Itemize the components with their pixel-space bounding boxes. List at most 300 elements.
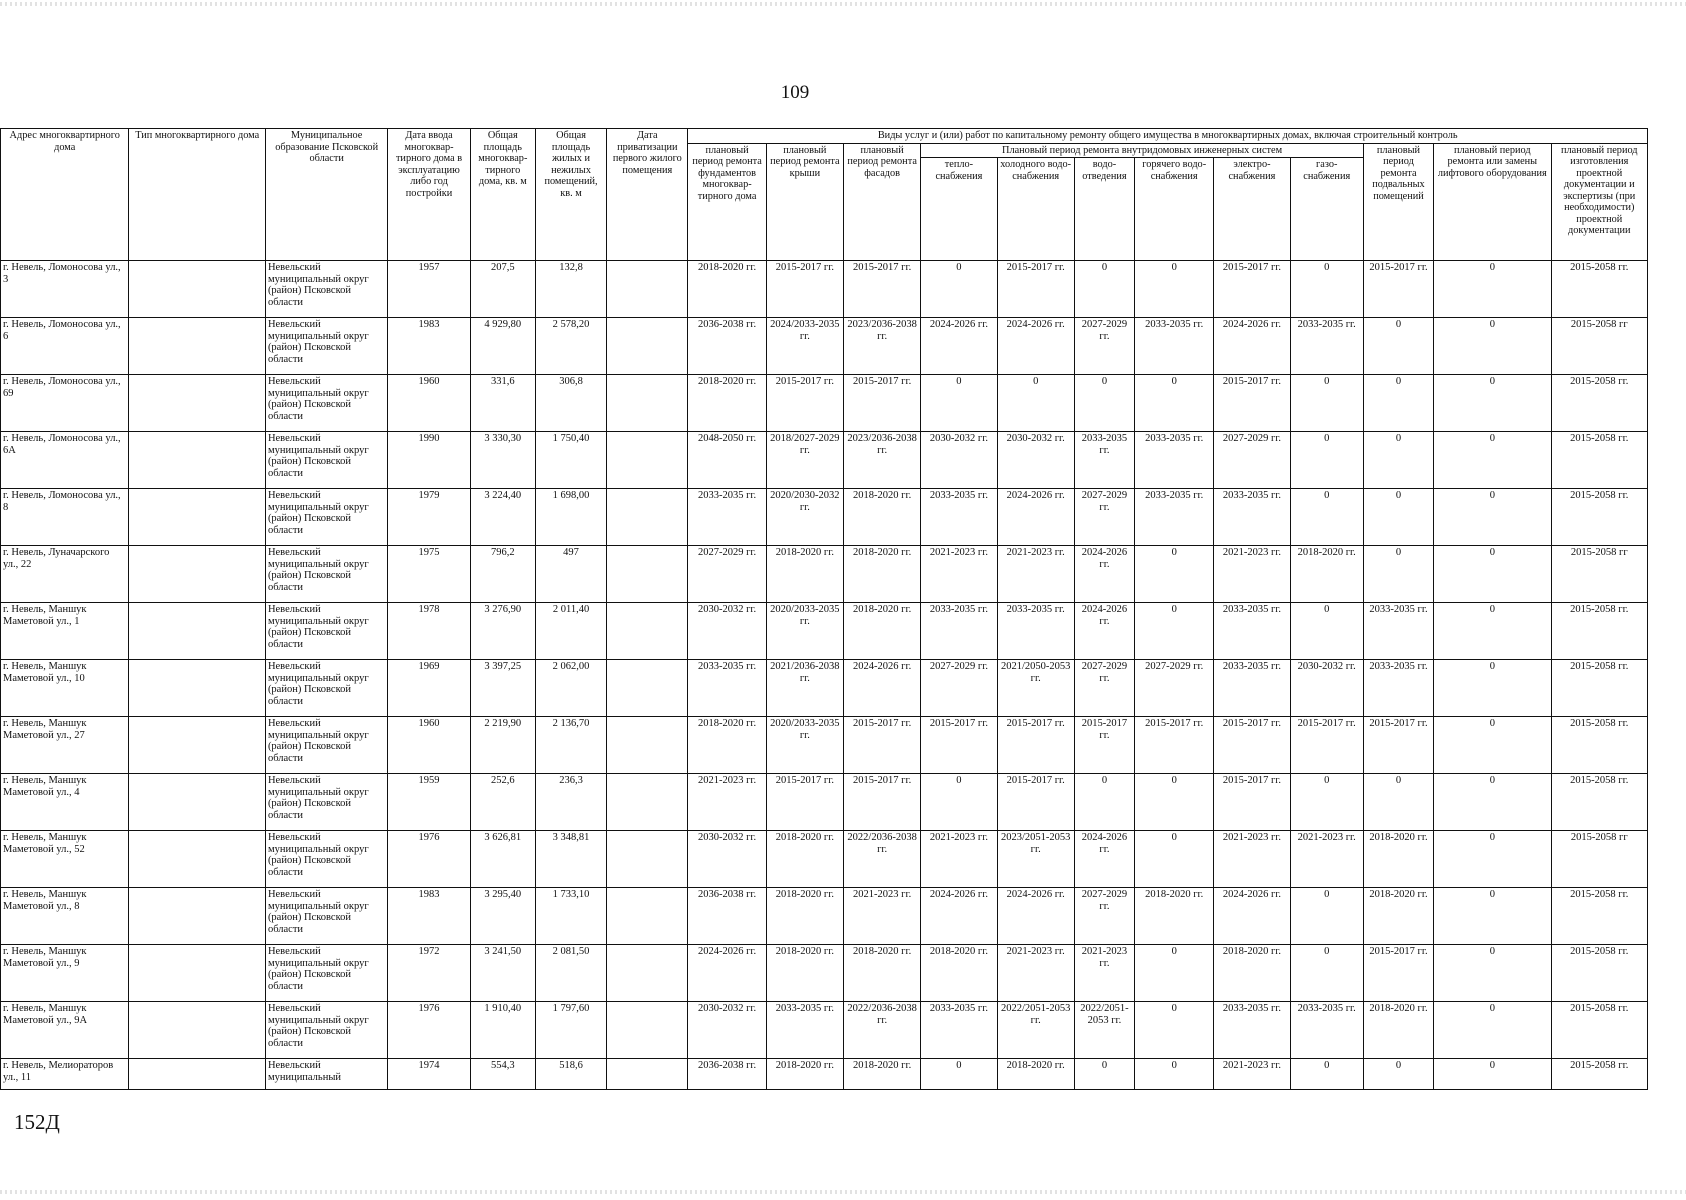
cell-electric: 2024-2026 гг.: [1214, 318, 1290, 375]
cell-design: 2015-2058 гг.: [1551, 660, 1647, 717]
cell-electric: 2015-2017 гг.: [1214, 375, 1290, 432]
cell-type: [129, 1002, 265, 1059]
cell-hot-water: 0: [1135, 546, 1214, 603]
header-living-area: Общая площадь жилых и нежилых помещений, кв. м: [535, 129, 606, 261]
cell-year: 1983: [388, 888, 470, 945]
cell-design: 2015-2058 гг.: [1551, 432, 1647, 489]
cell-basement: 2015-2017 гг.: [1363, 717, 1433, 774]
cell-roof: 2018/2027-2029 гг.: [766, 432, 843, 489]
cell-sewer: 2027-2029 гг.: [1074, 888, 1134, 945]
cell-type: [129, 660, 265, 717]
cell-facade: 2022/2036-2038 гг.: [844, 1002, 921, 1059]
cell-heat: 2015-2017 гг.: [921, 717, 997, 774]
cell-basement: 0: [1363, 432, 1433, 489]
cell-year: 1979: [388, 489, 470, 546]
repair-schedule-table: [0, 128, 1648, 1090]
cell-privatization: [607, 489, 688, 546]
cell-total-area: 3 626,81: [470, 831, 535, 888]
cell-cold-water: 2024-2026 гг.: [997, 888, 1074, 945]
cell-address: г. Невель, Маншук Маметовой ул., 8: [1, 888, 129, 945]
header-hot-water: горячего водо-снабжения: [1135, 158, 1214, 261]
cell-heat: 2033-2035 гг.: [921, 1002, 997, 1059]
cell-facade: 2018-2020 гг.: [844, 546, 921, 603]
cell-electric: 2024-2026 гг.: [1214, 888, 1290, 945]
table-row: [1, 489, 1648, 546]
cell-design: 2015-2058 гг.: [1551, 489, 1647, 546]
cell-gas: 2018-2020 гг.: [1290, 546, 1363, 603]
cell-electric: 2033-2035 гг.: [1214, 660, 1290, 717]
cell-privatization: [607, 831, 688, 888]
cell-basement: 0: [1363, 1059, 1433, 1090]
header-type: Тип многоквартирного дома: [129, 129, 265, 261]
cell-elevator: 0: [1434, 603, 1551, 660]
cell-sewer: 2022/2051-2053 гг.: [1074, 1002, 1134, 1059]
cell-cold-water: 2021/2050-2053 гг.: [997, 660, 1074, 717]
table-row: [1, 261, 1648, 318]
cell-design: 2015-2058 гг.: [1551, 1059, 1647, 1090]
cell-electric: 2015-2017 гг.: [1214, 717, 1290, 774]
cell-roof: 2015-2017 гг.: [766, 375, 843, 432]
cell-foundation: 2030-2032 гг.: [688, 1002, 766, 1059]
header-privatization: Дата приватизации первого жилого помещения: [607, 129, 688, 261]
cell-electric: 2021-2023 гг.: [1214, 1059, 1290, 1090]
cell-total-area: 3 295,40: [470, 888, 535, 945]
cell-heat: 2027-2029 гг.: [921, 660, 997, 717]
cell-type: [129, 489, 265, 546]
table-row: [1, 660, 1648, 717]
cell-basement: 0: [1363, 546, 1433, 603]
cell-municipality: Невельский муниципальный округ (район) Псковской области: [265, 603, 387, 660]
cell-design: 2015-2058 гг: [1551, 546, 1647, 603]
cell-heat: 2018-2020 гг.: [921, 945, 997, 1002]
cell-living-area: 518,6: [535, 1059, 606, 1090]
cell-privatization: [607, 432, 688, 489]
cell-cold-water: 2015-2017 гг.: [997, 774, 1074, 831]
cell-hot-water: 2027-2029 гг.: [1135, 660, 1214, 717]
cell-elevator: 0: [1434, 888, 1551, 945]
cell-hot-water: 0: [1135, 375, 1214, 432]
cell-heat: 2030-2032 гг.: [921, 432, 997, 489]
cell-cold-water: 0: [997, 375, 1074, 432]
cell-roof: 2024/2033-2035 гг.: [766, 318, 843, 375]
cell-gas: 0: [1290, 1059, 1363, 1090]
cell-privatization: [607, 1002, 688, 1059]
cell-facade: 2024-2026 гг.: [844, 660, 921, 717]
cell-hot-water: 0: [1135, 774, 1214, 831]
cell-roof: 2018-2020 гг.: [766, 1059, 843, 1090]
cell-heat: 2021-2023 гг.: [921, 831, 997, 888]
cell-foundation: 2024-2026 гг.: [688, 945, 766, 1002]
cell-privatization: [607, 603, 688, 660]
cell-heat: 2033-2035 гг.: [921, 603, 997, 660]
cell-living-area: 2 578,20: [535, 318, 606, 375]
cell-heat: 0: [921, 375, 997, 432]
cell-elevator: 0: [1434, 1059, 1551, 1090]
cell-address: г. Невель, Маншук Маметовой ул., 52: [1, 831, 129, 888]
cell-elevator: 0: [1434, 1002, 1551, 1059]
cell-type: [129, 831, 265, 888]
header-foundation: плановый период ремонта фундаментов многоквар-тирного дома: [688, 143, 766, 261]
header-facade: плановый период ремонта фасадов: [844, 143, 921, 261]
table-row: [1, 318, 1648, 375]
cell-elevator: 0: [1434, 261, 1551, 318]
cell-privatization: [607, 318, 688, 375]
cell-year: 1960: [388, 717, 470, 774]
cell-hot-water: 0: [1135, 1059, 1214, 1090]
cell-facade: 2018-2020 гг.: [844, 1059, 921, 1090]
cell-basement: 2033-2035 гг.: [1363, 603, 1433, 660]
cell-facade: 2015-2017 гг.: [844, 375, 921, 432]
cell-elevator: 0: [1434, 945, 1551, 1002]
scan-edge-top: [0, 2, 1686, 6]
cell-total-area: 331,6: [470, 375, 535, 432]
cell-gas: 2033-2035 гг.: [1290, 318, 1363, 375]
cell-sewer: 0: [1074, 261, 1134, 318]
header-design: плановый период изготовления проектной документации и экспертизы (при необходимости) проектной документации: [1551, 143, 1647, 261]
cell-type: [129, 717, 265, 774]
cell-electric: 2021-2023 гг.: [1214, 546, 1290, 603]
cell-foundation: 2021-2023 гг.: [688, 774, 766, 831]
cell-total-area: 2 219,90: [470, 717, 535, 774]
cell-facade: 2018-2020 гг.: [844, 945, 921, 1002]
cell-type: [129, 945, 265, 1002]
cell-address: г. Невель, Ломоносова ул., 6: [1, 318, 129, 375]
cell-design: 2015-2058 гг.: [1551, 261, 1647, 318]
header-basement: плановый период ремонта подвальных помещений: [1363, 143, 1433, 261]
cell-municipality: Невельский муниципальный: [265, 1059, 387, 1090]
cell-roof: 2020/2033-2035 гг.: [766, 717, 843, 774]
cell-foundation: 2030-2032 гг.: [688, 831, 766, 888]
cell-hot-water: 2033-2035 гг.: [1135, 489, 1214, 546]
cell-type: [129, 432, 265, 489]
cell-sewer: 2021-2023 гг.: [1074, 945, 1134, 1002]
cell-sewer: 0: [1074, 1059, 1134, 1090]
cell-design: 2015-2058 гг.: [1551, 1002, 1647, 1059]
cell-foundation: 2048-2050 гг.: [688, 432, 766, 489]
cell-foundation: 2033-2035 гг.: [688, 660, 766, 717]
cell-basement: 0: [1363, 489, 1433, 546]
cell-roof: 2020/2033-2035 гг.: [766, 603, 843, 660]
cell-design: 2015-2058 гг: [1551, 831, 1647, 888]
cell-total-area: 207,5: [470, 261, 535, 318]
cell-sewer: 2024-2026 гг.: [1074, 546, 1134, 603]
cell-foundation: 2033-2035 гг.: [688, 489, 766, 546]
cell-design: 2015-2058 гг.: [1551, 375, 1647, 432]
cell-total-area: 4 929,80: [470, 318, 535, 375]
cell-hot-water: 0: [1135, 261, 1214, 318]
cell-facade: 2021-2023 гг.: [844, 888, 921, 945]
cell-gas: 0: [1290, 432, 1363, 489]
cell-privatization: [607, 261, 688, 318]
header-cold-water: холодного водо-снабжения: [997, 158, 1074, 261]
cell-sewer: 2027-2029 гг.: [1074, 489, 1134, 546]
cell-roof: 2033-2035 гг.: [766, 1002, 843, 1059]
cell-gas: 0: [1290, 888, 1363, 945]
cell-year: 1972: [388, 945, 470, 1002]
cell-total-area: 796,2: [470, 546, 535, 603]
cell-facade: 2015-2017 гг.: [844, 774, 921, 831]
cell-year: 1975: [388, 546, 470, 603]
cell-type: [129, 774, 265, 831]
cell-hot-water: 2015-2017 гг.: [1135, 717, 1214, 774]
cell-address: г. Невель, Маншук Маметовой ул., 10: [1, 660, 129, 717]
cell-gas: 2015-2017 гг.: [1290, 717, 1363, 774]
cell-address: г. Невель, Мелиораторов ул., 11: [1, 1059, 129, 1090]
cell-living-area: 236,3: [535, 774, 606, 831]
cell-roof: 2021/2036-2038 гг.: [766, 660, 843, 717]
cell-living-area: 1 733,10: [535, 888, 606, 945]
cell-sewer: 2027-2029 гг.: [1074, 660, 1134, 717]
cell-total-area: 554,3: [470, 1059, 535, 1090]
cell-cold-water: 2024-2026 гг.: [997, 318, 1074, 375]
cell-year: 1976: [388, 831, 470, 888]
cell-year: 1960: [388, 375, 470, 432]
cell-electric: 2033-2035 гг.: [1214, 1002, 1290, 1059]
cell-address: г. Невель, Луначарского ул., 22: [1, 546, 129, 603]
cell-living-area: 306,8: [535, 375, 606, 432]
cell-basement: 2018-2020 гг.: [1363, 831, 1433, 888]
header-works-group: Виды услуг и (или) работ по капитальному ремонту общего имущества в многоквартирных домах, включая строительный контроль: [688, 129, 1648, 144]
cell-privatization: [607, 375, 688, 432]
cell-type: [129, 603, 265, 660]
cell-cold-water: 2023/2051-2053 гг.: [997, 831, 1074, 888]
cell-electric: 2018-2020 гг.: [1214, 945, 1290, 1002]
cell-total-area: 3 241,50: [470, 945, 535, 1002]
cell-gas: 0: [1290, 603, 1363, 660]
cell-address: г. Невель, Ломоносова ул., 8: [1, 489, 129, 546]
cell-sewer: 2033-2035 гг.: [1074, 432, 1134, 489]
cell-roof: 2020/2030-2032 гг.: [766, 489, 843, 546]
table-row: [1, 774, 1648, 831]
cell-electric: 2015-2017 гг.: [1214, 261, 1290, 318]
cell-gas: 0: [1290, 774, 1363, 831]
cell-electric: 2033-2035 гг.: [1214, 603, 1290, 660]
table-row: [1, 546, 1648, 603]
cell-heat: 2033-2035 гг.: [921, 489, 997, 546]
cell-gas: 0: [1290, 945, 1363, 1002]
cell-type: [129, 546, 265, 603]
cell-facade: 2023/2036-2038 гг.: [844, 432, 921, 489]
cell-municipality: Невельский муниципальный округ (район) Псковской области: [265, 660, 387, 717]
cell-living-area: 2 136,70: [535, 717, 606, 774]
cell-sewer: 2024-2026 гг.: [1074, 603, 1134, 660]
cell-privatization: [607, 774, 688, 831]
cell-year: 1978: [388, 603, 470, 660]
cell-address: г. Невель, Маншук Маметовой ул., 27: [1, 717, 129, 774]
cell-total-area: 1 910,40: [470, 1002, 535, 1059]
cell-electric: 2015-2017 гг.: [1214, 774, 1290, 831]
cell-living-area: 2 062,00: [535, 660, 606, 717]
cell-roof: 2015-2017 гг.: [766, 774, 843, 831]
cell-basement: 2018-2020 гг.: [1363, 1002, 1433, 1059]
cell-type: [129, 1059, 265, 1090]
cell-privatization: [607, 717, 688, 774]
cell-heat: 2024-2026 гг.: [921, 888, 997, 945]
table-row: [1, 945, 1648, 1002]
cell-cold-water: 2030-2032 гг.: [997, 432, 1074, 489]
cell-roof: 2018-2020 гг.: [766, 945, 843, 1002]
cell-roof: 2015-2017 гг.: [766, 261, 843, 318]
cell-gas: 2021-2023 гг.: [1290, 831, 1363, 888]
cell-elevator: 0: [1434, 318, 1551, 375]
cell-privatization: [607, 546, 688, 603]
cell-heat: 0: [921, 1059, 997, 1090]
cell-cold-water: 2022/2051-2053 гг.: [997, 1002, 1074, 1059]
header-systems-group: Плановый период ремонта внутридомовых инженерных систем: [921, 143, 1364, 158]
cell-municipality: Невельский муниципальный округ (район) Псковской области: [265, 432, 387, 489]
cell-elevator: 0: [1434, 375, 1551, 432]
cell-elevator: 0: [1434, 831, 1551, 888]
header-year: Дата ввода многоквар-тирного дома в эксплуатацию либо год постройки: [388, 129, 470, 261]
cell-cold-water: 2015-2017 гг.: [997, 717, 1074, 774]
cell-municipality: Невельский муниципальный округ (район) Псковской области: [265, 1002, 387, 1059]
cell-elevator: 0: [1434, 489, 1551, 546]
cell-address: г. Невель, Ломоносова ул., 6А: [1, 432, 129, 489]
cell-address: г. Невель, Ломоносова ул., 3: [1, 261, 129, 318]
cell-municipality: Невельский муниципальный округ (район) Псковской области: [265, 546, 387, 603]
cell-year: 1990: [388, 432, 470, 489]
header-roof: плановый период ремонта крыши: [766, 143, 843, 261]
cell-sewer: 2027-2029 гг.: [1074, 318, 1134, 375]
cell-type: [129, 318, 265, 375]
cell-type: [129, 261, 265, 318]
cell-municipality: Невельский муниципальный округ (район) Псковской области: [265, 945, 387, 1002]
cell-year: 1983: [388, 318, 470, 375]
cell-basement: 2015-2017 гг.: [1363, 945, 1433, 1002]
cell-municipality: Невельский муниципальный округ (район) Псковской области: [265, 489, 387, 546]
table-row: [1, 432, 1648, 489]
cell-basement: 2018-2020 гг.: [1363, 888, 1433, 945]
cell-address: г. Невель, Маншук Маметовой ул., 9А: [1, 1002, 129, 1059]
cell-living-area: 3 348,81: [535, 831, 606, 888]
cell-sewer: 2024-2026 гг.: [1074, 831, 1134, 888]
cell-living-area: 497: [535, 546, 606, 603]
cell-living-area: 2 011,40: [535, 603, 606, 660]
cell-roof: 2018-2020 гг.: [766, 888, 843, 945]
cell-elevator: 0: [1434, 432, 1551, 489]
cell-sewer: 2015-2017 гг.: [1074, 717, 1134, 774]
page-number: 109: [780, 82, 810, 103]
cell-year: 1959: [388, 774, 470, 831]
cell-sewer: 0: [1074, 375, 1134, 432]
cell-heat: 2024-2026 гг.: [921, 318, 997, 375]
cell-hot-water: 0: [1135, 945, 1214, 1002]
cell-foundation: 2036-2038 гг.: [688, 1059, 766, 1090]
header-heat: тепло-снабжения: [921, 158, 997, 261]
cell-municipality: Невельский муниципальный округ (район) Псковской области: [265, 318, 387, 375]
cell-heat: 0: [921, 774, 997, 831]
cell-privatization: [607, 945, 688, 1002]
cell-living-area: 1 698,00: [535, 489, 606, 546]
cell-living-area: 1 750,40: [535, 432, 606, 489]
header-address: Адрес многоквартирного дома: [1, 129, 129, 261]
cell-elevator: 0: [1434, 546, 1551, 603]
cell-electric: 2021-2023 гг.: [1214, 831, 1290, 888]
table-row: [1, 888, 1648, 945]
cell-type: [129, 888, 265, 945]
cell-cold-water: 2018-2020 гг.: [997, 1059, 1074, 1090]
cell-year: 1976: [388, 1002, 470, 1059]
cell-design: 2015-2058 гг.: [1551, 717, 1647, 774]
cell-elevator: 0: [1434, 717, 1551, 774]
table-row: [1, 375, 1648, 432]
header-electric: электро-снабжения: [1214, 158, 1290, 261]
cell-municipality: Невельский муниципальный округ (район) Псковской области: [265, 717, 387, 774]
table-body: [1, 261, 1648, 1090]
cell-cold-water: 2021-2023 гг.: [997, 546, 1074, 603]
header-elevator: плановый период ремонта или замены лифтового оборудования: [1434, 143, 1551, 261]
cell-living-area: 1 797,60: [535, 1002, 606, 1059]
cell-basement: 0: [1363, 375, 1433, 432]
cell-basement: 0: [1363, 318, 1433, 375]
cell-total-area: 3 224,40: [470, 489, 535, 546]
cell-foundation: 2036-2038 гг.: [688, 888, 766, 945]
table-row: [1, 831, 1648, 888]
table-row: [1, 1002, 1648, 1059]
cell-municipality: Невельский муниципальный округ (район) Псковской области: [265, 831, 387, 888]
cell-design: 2015-2058 гг: [1551, 318, 1647, 375]
cell-facade: 2018-2020 гг.: [844, 603, 921, 660]
cell-type: [129, 375, 265, 432]
cell-total-area: 252,6: [470, 774, 535, 831]
cell-gas: 2033-2035 гг.: [1290, 1002, 1363, 1059]
cell-living-area: 2 081,50: [535, 945, 606, 1002]
cell-hot-water: 2033-2035 гг.: [1135, 318, 1214, 375]
cell-gas: 0: [1290, 261, 1363, 318]
cell-address: г. Невель, Маншук Маметовой ул., 9: [1, 945, 129, 1002]
cell-facade: 2023/2036-2038 гг.: [844, 318, 921, 375]
header-sewer: водо-отведения: [1074, 158, 1134, 261]
cell-total-area: 3 330,30: [470, 432, 535, 489]
cell-heat: 0: [921, 261, 997, 318]
cell-cold-water: 2024-2026 гг.: [997, 489, 1074, 546]
cell-privatization: [607, 888, 688, 945]
cell-total-area: 3 397,25: [470, 660, 535, 717]
cell-privatization: [607, 1059, 688, 1090]
cell-hot-water: 0: [1135, 603, 1214, 660]
cell-elevator: 0: [1434, 660, 1551, 717]
cell-design: 2015-2058 гг.: [1551, 603, 1647, 660]
cell-foundation: 2018-2020 гг.: [688, 375, 766, 432]
cell-year: 1974: [388, 1059, 470, 1090]
cell-municipality: Невельский муниципальный округ (район) Псковской области: [265, 888, 387, 945]
cell-elevator: 0: [1434, 774, 1551, 831]
cell-hot-water: 2018-2020 гг.: [1135, 888, 1214, 945]
cell-foundation: 2036-2038 гг.: [688, 318, 766, 375]
cell-gas: 0: [1290, 489, 1363, 546]
scan-edge-bottom: [0, 1190, 1686, 1194]
cell-facade: 2015-2017 гг.: [844, 261, 921, 318]
cell-design: 2015-2058 гг.: [1551, 888, 1647, 945]
cell-foundation: 2018-2020 гг.: [688, 261, 766, 318]
cell-hot-water: 0: [1135, 831, 1214, 888]
cell-facade: 2018-2020 гг.: [844, 489, 921, 546]
cell-cold-water: 2015-2017 гг.: [997, 261, 1074, 318]
cell-foundation: 2030-2032 гг.: [688, 603, 766, 660]
cell-basement: 2033-2035 гг.: [1363, 660, 1433, 717]
header-gas: газо-снабжения: [1290, 158, 1363, 261]
document-code: 152Д: [14, 1110, 60, 1134]
cell-municipality: Невельский муниципальный округ (район) Псковской области: [265, 375, 387, 432]
cell-cold-water: 2021-2023 гг.: [997, 945, 1074, 1002]
cell-address: г. Невель, Маншук Маметовой ул., 4: [1, 774, 129, 831]
cell-living-area: 132,8: [535, 261, 606, 318]
cell-roof: 2018-2020 гг.: [766, 831, 843, 888]
header-total-area: Общая площадь многоквар-тирного дома, кв. м: [470, 129, 535, 261]
cell-hot-water: 0: [1135, 1002, 1214, 1059]
cell-foundation: 2027-2029 гг.: [688, 546, 766, 603]
cell-sewer: 0: [1074, 774, 1134, 831]
